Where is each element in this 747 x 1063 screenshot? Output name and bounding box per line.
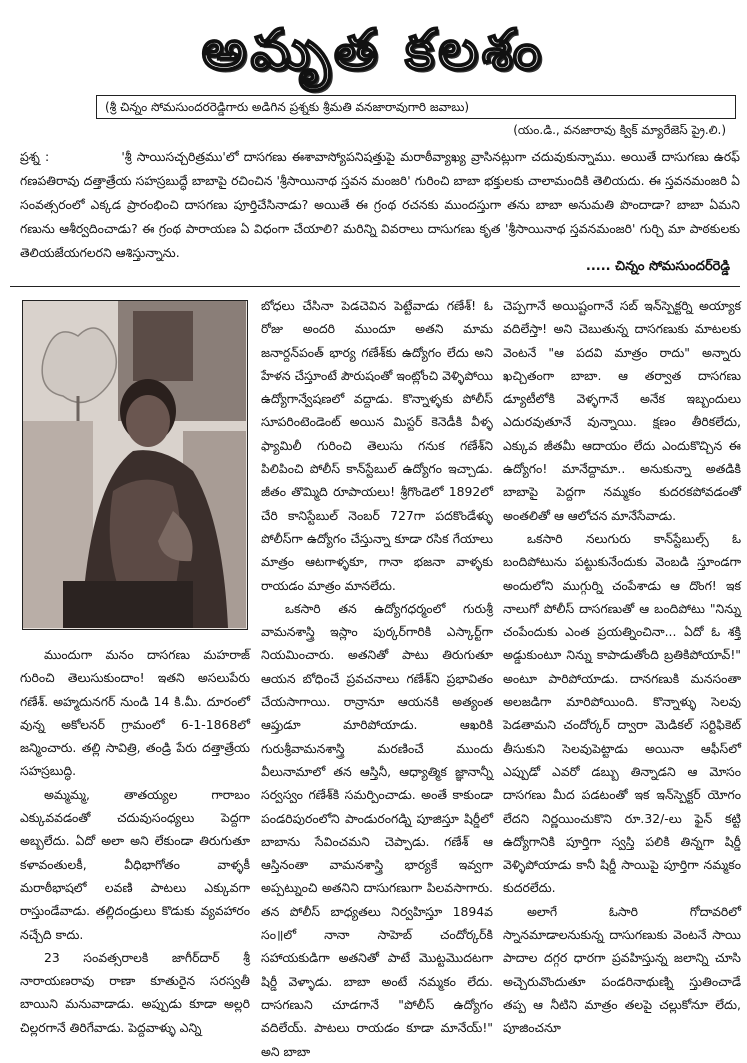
paragraph: అలాగే ఓసారి గోదావరిలో స్నానమాడాలనుకున్న దాసుగణుకు వెంటనే సాయి పాదాల దగ్గర ధారగా ప్రవహిస్తున్న జలాన్ని చూసి అచ్చెరువొందుతూ పండరినాథుణ్ని స్తుతించాడే తప్ప ఆ నీటిని మాత్రం తలపై చల్లుకోనూ లేదు, పూజించనూ <box>503 903 741 1036</box>
question-section <box>20 145 740 282</box>
article-column-3 <box>503 294 741 1036</box>
paragraph: అమ్మమ్మ, తాతయ్యల గారాబం ఎక్కువవడంతో చదువుసంధ్యలు పెద్దగా అబ్బలేదు. ఏదో అలా అని లేకుండా తిరుగుతూ కళావంతులకీ, వీధిభాగోతం వాళ్ళకీ మరాఠీభాషలో లవణి పాటలు ఎక్కువగా రాస్తుండేవాడు. తల్లిదండ్రులు కొడుకు వ్యవహారం నచ్చేది కాదు. <box>20 786 250 942</box>
paragraph: ఒకసారి తన ఉద్యోగధర్మంలో గురుశ్రీ వామనశాస్త్రి ఇస్లాం పుర్కర్‌గారికి ఎస్కార్ట్‌గా నియమించారు. అతనితో పాటు తిరుగుతూ ఆయన బోధించే ప్రవచనాలు గణేశ్‌ని ప్రభావితం చేయసాగాయి. రాన్రానూ ఆయనకి అత్యంత ఆప్తుడూ మారిపోయాడు. ఆఖరికి గురుశ్రీవామనశాస్త్రి మరణించే ముందు వీలునామాలో తన ఆస్తినీ, ఆధ్యాత్మిక జ్ఞానాన్నీ సర్వస్వం గణేశ్‌కి సమర్పించాడు. అంతే కాకుండా పండరిపురంలోని పాండురంగడ్ని పూజిస్తూ షిర్డీలో బాబాను సేవించమని చెప్పాడు. గణేశ్ ఆ ఆస్తినంతా వామనశాస్త్రి భార్యకే ఇవ్వగా అప్పట్నుంచి అతనిని దాసుగణుగా పిలవసాగారు. తన పోలీస్ బాధ్యతలు నిర్వహిస్తూ 1894వ సం॥లో నానా సాహెబ్ చందోర్కర్‌కి సహాయకుడిగా అతనితో పాటే మొట్టమొదటగా షిర్డీ వెళ్ళాడు. బాబా అంటే నమ్మకం లేదు. దాసగణుని చూడగానే "పోలీస్ ఉద్యోగం వదిలేయ్. పాటలు రాయడం కూడా మానేయ్!" అని బాబా <box>261 600 493 1059</box>
paragraph: బోధలు చేసినా పెడచెవిన పెట్టేవాడు గణేశ్! ఓ రోజు అందరి ముందూ అతని మామ జనార్దన్‌పంత్ భార్య గణేశ్‌కు ఉద్యోగం లేదు అని హేళన చేస్తూంటే పౌరుషంతో ఇంట్లోంచి వెళ్ళిపోయి ఉద్యోగాన్వేషణలో వద్దాడు. కొన్నాళ్ళకు పోలీస్ సూపరింటెండెంట్ అయిన మిస్టర్ కెనెడీకి వీళ్ళ ఫ్యామిలీ గురించి తెలుసు గనుక గణేశ్‌ని పిలిపించి పోలీస్ కాన్‌స్టేబుల్ ఉద్యోగం ఇచ్చాడు. జీతం తొమ్మిది రూపాయలు! శ్రీగొండెలో 1892లో చేరి కానిస్టేబుల్ నెంబర్ 727గా పదకొండేళ్ళు పోలీస్‌గా ఉద్యోగం చేస్తున్నా కూడా రసిక గేయాలు మాత్రం ఆటగాళ్ళకూ, గానా భజనా వాళ్ళకు రాయడం మాత్రం మానలేదు. <box>261 298 493 593</box>
article-column-1 <box>20 643 250 1035</box>
paragraph: 23 సంవత్సరాలకి జాగీర్‌దార్ శ్రీ నారాయణరావు రాణా కూతురైన సరస్వతీ బాయిని మనువాడాడు. అప్పుడు కూడా అల్లరి చిల్లరగానే తిరిగేవాడు. పెద్దవాళ్ళు ఎన్ని <box>20 949 250 1035</box>
portrait-image <box>23 301 246 628</box>
section-divider <box>10 286 740 287</box>
question-paragraph <box>20 145 740 265</box>
credit-line: (శ్రీ చిన్నం సోమసుందరరెడ్డిగారు అడిగిన ప్రశ్నకు శ్రీమతి వనజారావుగారి జవాబు) <box>96 95 736 119</box>
credit-designation: (యం.డి., వనజారావు క్విక్ మ్యారేజెస్ ప్రై.లి.) <box>513 123 726 137</box>
credit-box <box>96 95 736 141</box>
paragraph: ఒకసారి నలుగురు కాన్‌స్టేబుల్స్ ఓ బందిపోటును పట్టుకునేందుకు వెంబడి స్తూండగా అందులోని ముగ్గుర్ని చంపేశాడు ఆ దొంగ! ఇక నాలుగో పోలీస్ దాసగణుతో ఆ బందిపోటు "నిన్ను చంపేందుకు ఎంత ప్రయత్నించినా... ఏదో ఓ శక్తి అడ్డుకుంటూ నిన్ను కాపాడుతోంది బ్రతికిపోయావ్!" అంటూ పారిపోయాడు. దానగణుకి మనసంతా అలజడిగా మారిపోయింది. కొన్నాళ్ళు సెలవు పెడతామని చందోర్కర్ ద్వారా మెడికల్ సర్టిఫికెట్ తీసుకుని సెలవుపెట్టాడు అయినా ఆఫీస్‌లో ఎప్పుడో ఎవరో డబ్బు తిన్నాడని ఆ మోసం దాసగణు మీద పడటంతో ఇక ఇన్‌స్పెక్టర్ యోగం లేదని నిర్ణయించుకొని రూ.32/-లు ఫైన్ కట్టి ఉద్యోగానికి పూర్తిగా స్వస్తి పలికి తిన్నగా షిర్డీ వెళ్ళిపోయాడు కానీ షిర్డీ సాయిపై పూర్తిగా నమ్మకం కుదరలేదు. <box>503 530 741 896</box>
article-column-2 <box>261 294 493 1059</box>
question-text: 'శ్రీ సాయిసచ్చరిత్రము'లో దాసగణు ఈశావాస్యోపనిషత్తుపై మరాఠీవ్యాఖ్య వ్రాసినట్లుగా చదువుకున్నాము. అయితే దాసుగణు ఉరఫ్ గణపతిరావు దత్తాత్రేయ సహస్రబుద్ధే బాబాపై రచించిన 'శ్రీసాయినాథ స్తవన మంజరి' గురించి బాబా భక్తులకు చాలామందికి తెలియదు. ఈ స్తవనమంజరి ఏ సంవత్సరంలో ఎక్కడ ప్రారంభించి దాసగణు పూర్తిచేసినాడు? అయితే ఈ గ్రంథ రచనకు ముందస్తుగా తను బాబా అనుమతి పొందాడా? బాబా ఏమని గణును ఆశీర్వదించాడు? ఈ గ్రంథ పారాయణ ఏ విధంగా చేయాలి? మరిన్ని వివరాలు దాసుగణు కృత 'శ్రీసాయినాథ స్తవనమంజరి' గుర్చి మా పాఠకులకు తెలియజేయగలరని ఆశిస్తున్నాను. <box>20 149 740 260</box>
paragraph: చెప్పగానే అయిష్టంగానే సబ్ ఇన్‌స్పెక్టర్ని అయ్యాక వదిలేస్తా! అని చెబుతున్న దాసగణుకు మాటలకు వెంటనే "ఆ పదవి మాత్రం రాదు" అన్నారు ఖచ్చితంగా బాబా. ఆ తర్వాత దాసగణు డ్యూటీలోకి వెళ్ళగానే అనేక ఇబ్బందులు ఎదురవుతూనే వున్నాయి. క్షణం తీరికలేదు, ఎక్కువ జీతమీ ఆదాయం లేదు ఎందుకొచ్చిన ఈ ఉద్యోగం! మానేద్దామా.. అనుకున్నా అతడికి బాబాపై పెద్దగా నమ్మకం కుదరకపోవడంతో అంతలితో ఆ ఆలోచన మానేసేవాడు. <box>503 298 741 523</box>
portrait-photo <box>22 300 248 630</box>
paragraph: ముందుగా మనం దాసగణు మహరాజ్ గురించి తెలుసుకుందాం! ఇతని అసలుపేరు గణేశ్. అహ్మదునగర్ నుండి 14 కి.మీ. దూరంలో వున్న అకోలనర్ గ్రామంలో 6-1-1868లో జన్మించారు. తల్లి సావిత్రి, తండ్రి పేరు దత్తాత్రేయ సహస్రబుద్ధి. <box>20 647 250 779</box>
question-signature: ..... చిన్నం సోమసుందర్‌రెడ్డి <box>585 259 730 274</box>
page-title: అమృత కలశం <box>201 18 546 83</box>
question-label: ప్రశ్న : <box>20 149 50 164</box>
